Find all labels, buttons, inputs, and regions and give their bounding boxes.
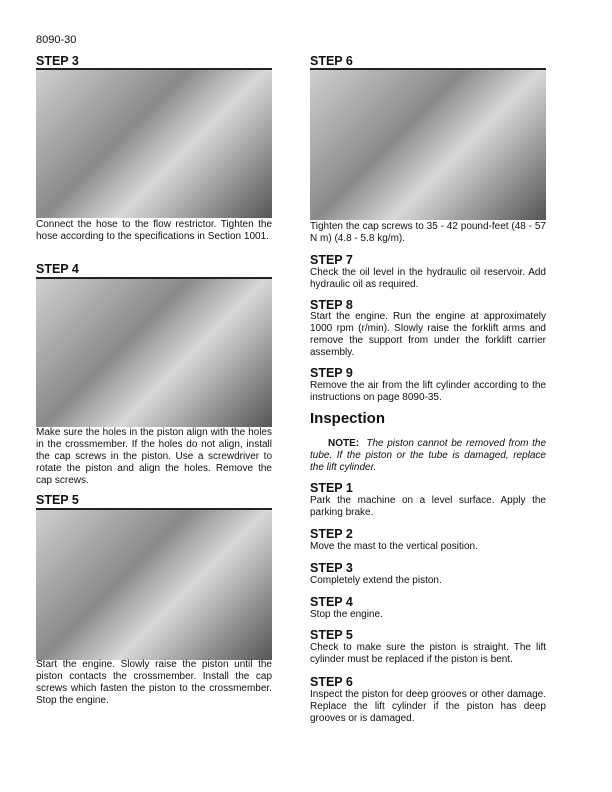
step-heading: STEP 3 [310, 561, 353, 575]
step-heading: STEP 9 [310, 366, 353, 380]
photo-torque-wrench [310, 68, 546, 220]
section-heading-inspection: Inspection [310, 410, 386, 427]
step-heading: STEP 5 [310, 628, 353, 642]
photo-piston-align [36, 277, 272, 427]
note [310, 438, 546, 474]
step-text: Start the engine. Run the engine at approximately 1000 rpm (r/min). Slowly raise the forklift arms and remove the support from under the forklift carrier assembly. [310, 311, 546, 358]
step-text: Tighten the cap screws to 35 - 42 pound-feet (48 - 57 N m) (4.8 - 5.8 kg/m). [310, 221, 546, 244]
step-heading: STEP 6 [310, 54, 353, 68]
step-text: Move the mast to the vertical position. [310, 541, 478, 552]
step-text: Completely extend the piston. [310, 575, 442, 586]
step-text: Start the engine. Slowly raise the piston until the piston contacts the crossmember. Install the cap screws which fasten the piston to the crossmember. Stop the engine. [36, 659, 272, 706]
step-heading: STEP 3 [36, 54, 79, 68]
step-text: Connect the hose to the flow restrictor. Tighten the hose according to the specifications in Section 1001. [36, 219, 272, 242]
step-heading: STEP 8 [310, 298, 353, 312]
step-text: Remove the air from the lift cylinder according to the instructions on page 8090-35. [310, 380, 546, 403]
step-text: Inspect the piston for deep grooves or other damage. Replace the lift cylinder if the piston has deep grooves or is damaged. [310, 689, 546, 724]
step-heading: STEP 2 [310, 527, 353, 541]
photo-hose-restrictor [36, 68, 272, 218]
photo-cap-screws [36, 508, 272, 660]
step-heading: STEP 5 [36, 493, 79, 507]
note-label: NOTE: [328, 438, 360, 449]
step-text: Check the oil level in the hydraulic oil reservoir. Add hydraulic oil as required. [310, 267, 546, 290]
step-heading: STEP 7 [310, 253, 353, 267]
step-heading: STEP 4 [36, 262, 79, 276]
step-text: Park the machine on a level surface. Apply the parking brake. [310, 495, 546, 518]
page-number: 8090-30 [36, 34, 77, 46]
step-text: Stop the engine. [310, 609, 383, 620]
note-text: The piston cannot be removed from the tube. If the piston or the tube is damaged, replace the lift cylinder. [310, 438, 547, 473]
step-text: Make sure the holes in the piston align with the holes in the crossmember. If the holes do not align, install the cap screws in the piston. Use a screwdriver to rotate the piston and align the holes. Remove the cap screws. [36, 427, 272, 486]
step-heading: STEP 1 [310, 481, 353, 495]
step-heading: STEP 4 [310, 595, 353, 609]
step-heading: STEP 6 [310, 675, 353, 689]
step-text: Check to make sure the piston is straight. The lift cylinder must be replaced if the piston is bent. [310, 642, 546, 665]
